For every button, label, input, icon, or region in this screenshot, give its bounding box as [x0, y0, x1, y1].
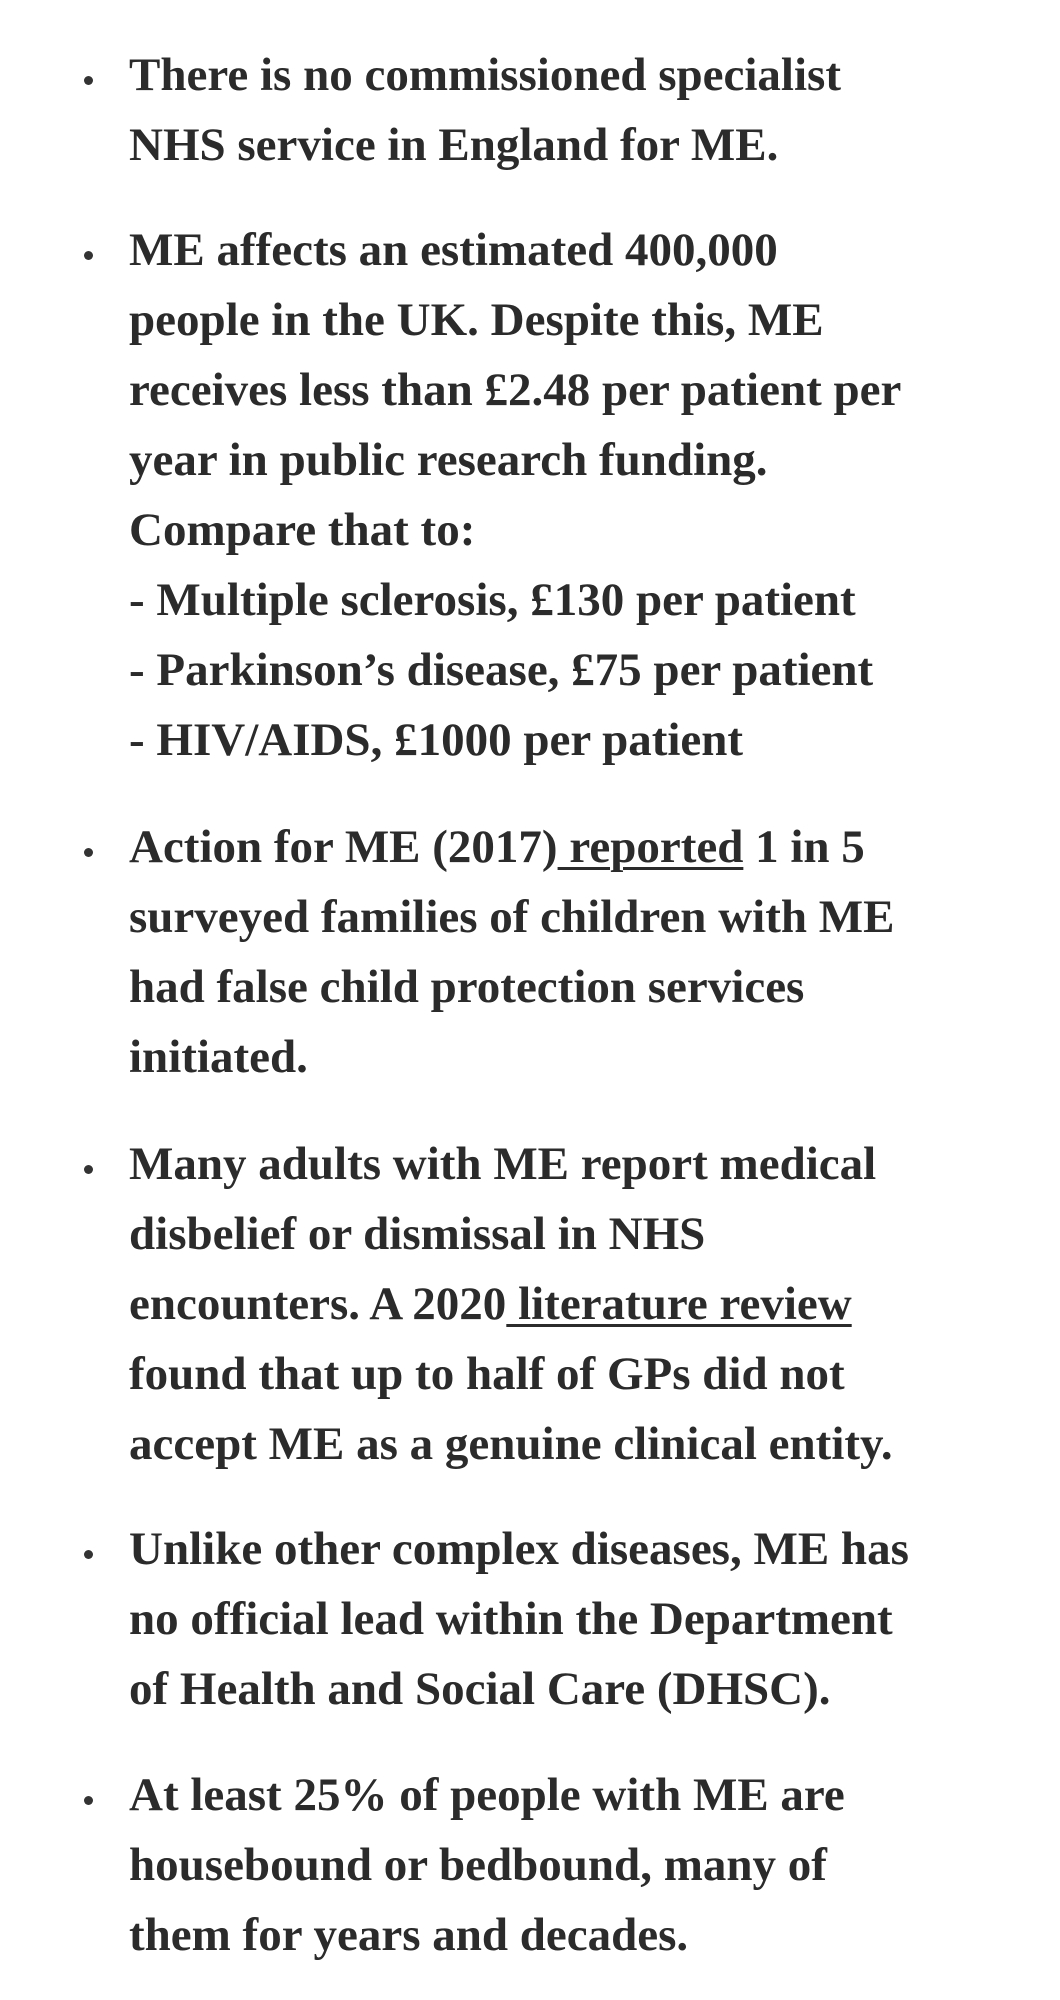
text-line: housebound or bedbound, many of	[129, 1839, 827, 1891]
list-item-text	[129, 1760, 1019, 1970]
text-line: receives less than £2.48 per patient per	[129, 364, 902, 416]
text-line	[129, 1269, 1019, 1339]
text-line: Compare that to:	[129, 504, 476, 556]
text-line	[129, 812, 1019, 882]
text-line: - Multiple sclerosis, £130 per patient	[129, 574, 856, 626]
text-line: At least 25% of people with ME are	[129, 1769, 845, 1821]
text-line: accept ME as a genuine clinical entity.	[129, 1418, 893, 1470]
literature-review-link[interactable]: literature review	[506, 1278, 852, 1330]
bullet-icon	[84, 1796, 93, 1805]
bullet-icon	[84, 1165, 93, 1174]
text-line: had false child protection services	[129, 961, 805, 1013]
text-segment: 1 in 5	[743, 821, 865, 873]
text-line: found that up to half of GPs did not	[129, 1348, 845, 1400]
text-line: disbelief or dismissal in NHS	[129, 1208, 706, 1260]
text-line: - HIV/AIDS, £1000 per patient	[129, 714, 744, 766]
text-line: NHS service in England for ME.	[129, 119, 779, 171]
bullet-icon	[84, 76, 93, 85]
text-line: ME affects an estimated 400,000	[129, 224, 778, 276]
text-line: of Health and Social Care (DHSC).	[129, 1663, 831, 1715]
text-line: year in public research funding.	[129, 434, 768, 486]
text-line: - Parkinson’s disease, £75 per patient	[129, 644, 874, 696]
bullet-icon	[84, 1550, 93, 1559]
text-line: There is no commissioned specialist	[129, 49, 841, 101]
text-line: people in the UK. Despite this, ME	[129, 294, 824, 346]
list-item-text	[129, 215, 1019, 775]
list-item-text	[129, 1129, 1019, 1479]
text-line: initiated.	[129, 1031, 308, 1083]
text-line: Many adults with ME report medical	[129, 1138, 877, 1190]
list-item-text	[129, 812, 1019, 1092]
text-line: surveyed families of children with ME	[129, 891, 895, 943]
list-item-text	[129, 40, 1019, 180]
list-item-text	[129, 1514, 1019, 1724]
text-line: them for years and decades.	[129, 1909, 689, 1961]
text-segment: Action for ME (2017)	[129, 821, 558, 873]
bullet-icon	[84, 251, 93, 260]
text-line: Unlike other complex diseases, ME has	[129, 1523, 909, 1575]
text-line: no official lead within the Department	[129, 1593, 893, 1645]
reported-link[interactable]: reported	[557, 821, 744, 873]
bullet-icon	[84, 848, 93, 857]
text-segment: encounters. A 2020	[129, 1278, 507, 1330]
